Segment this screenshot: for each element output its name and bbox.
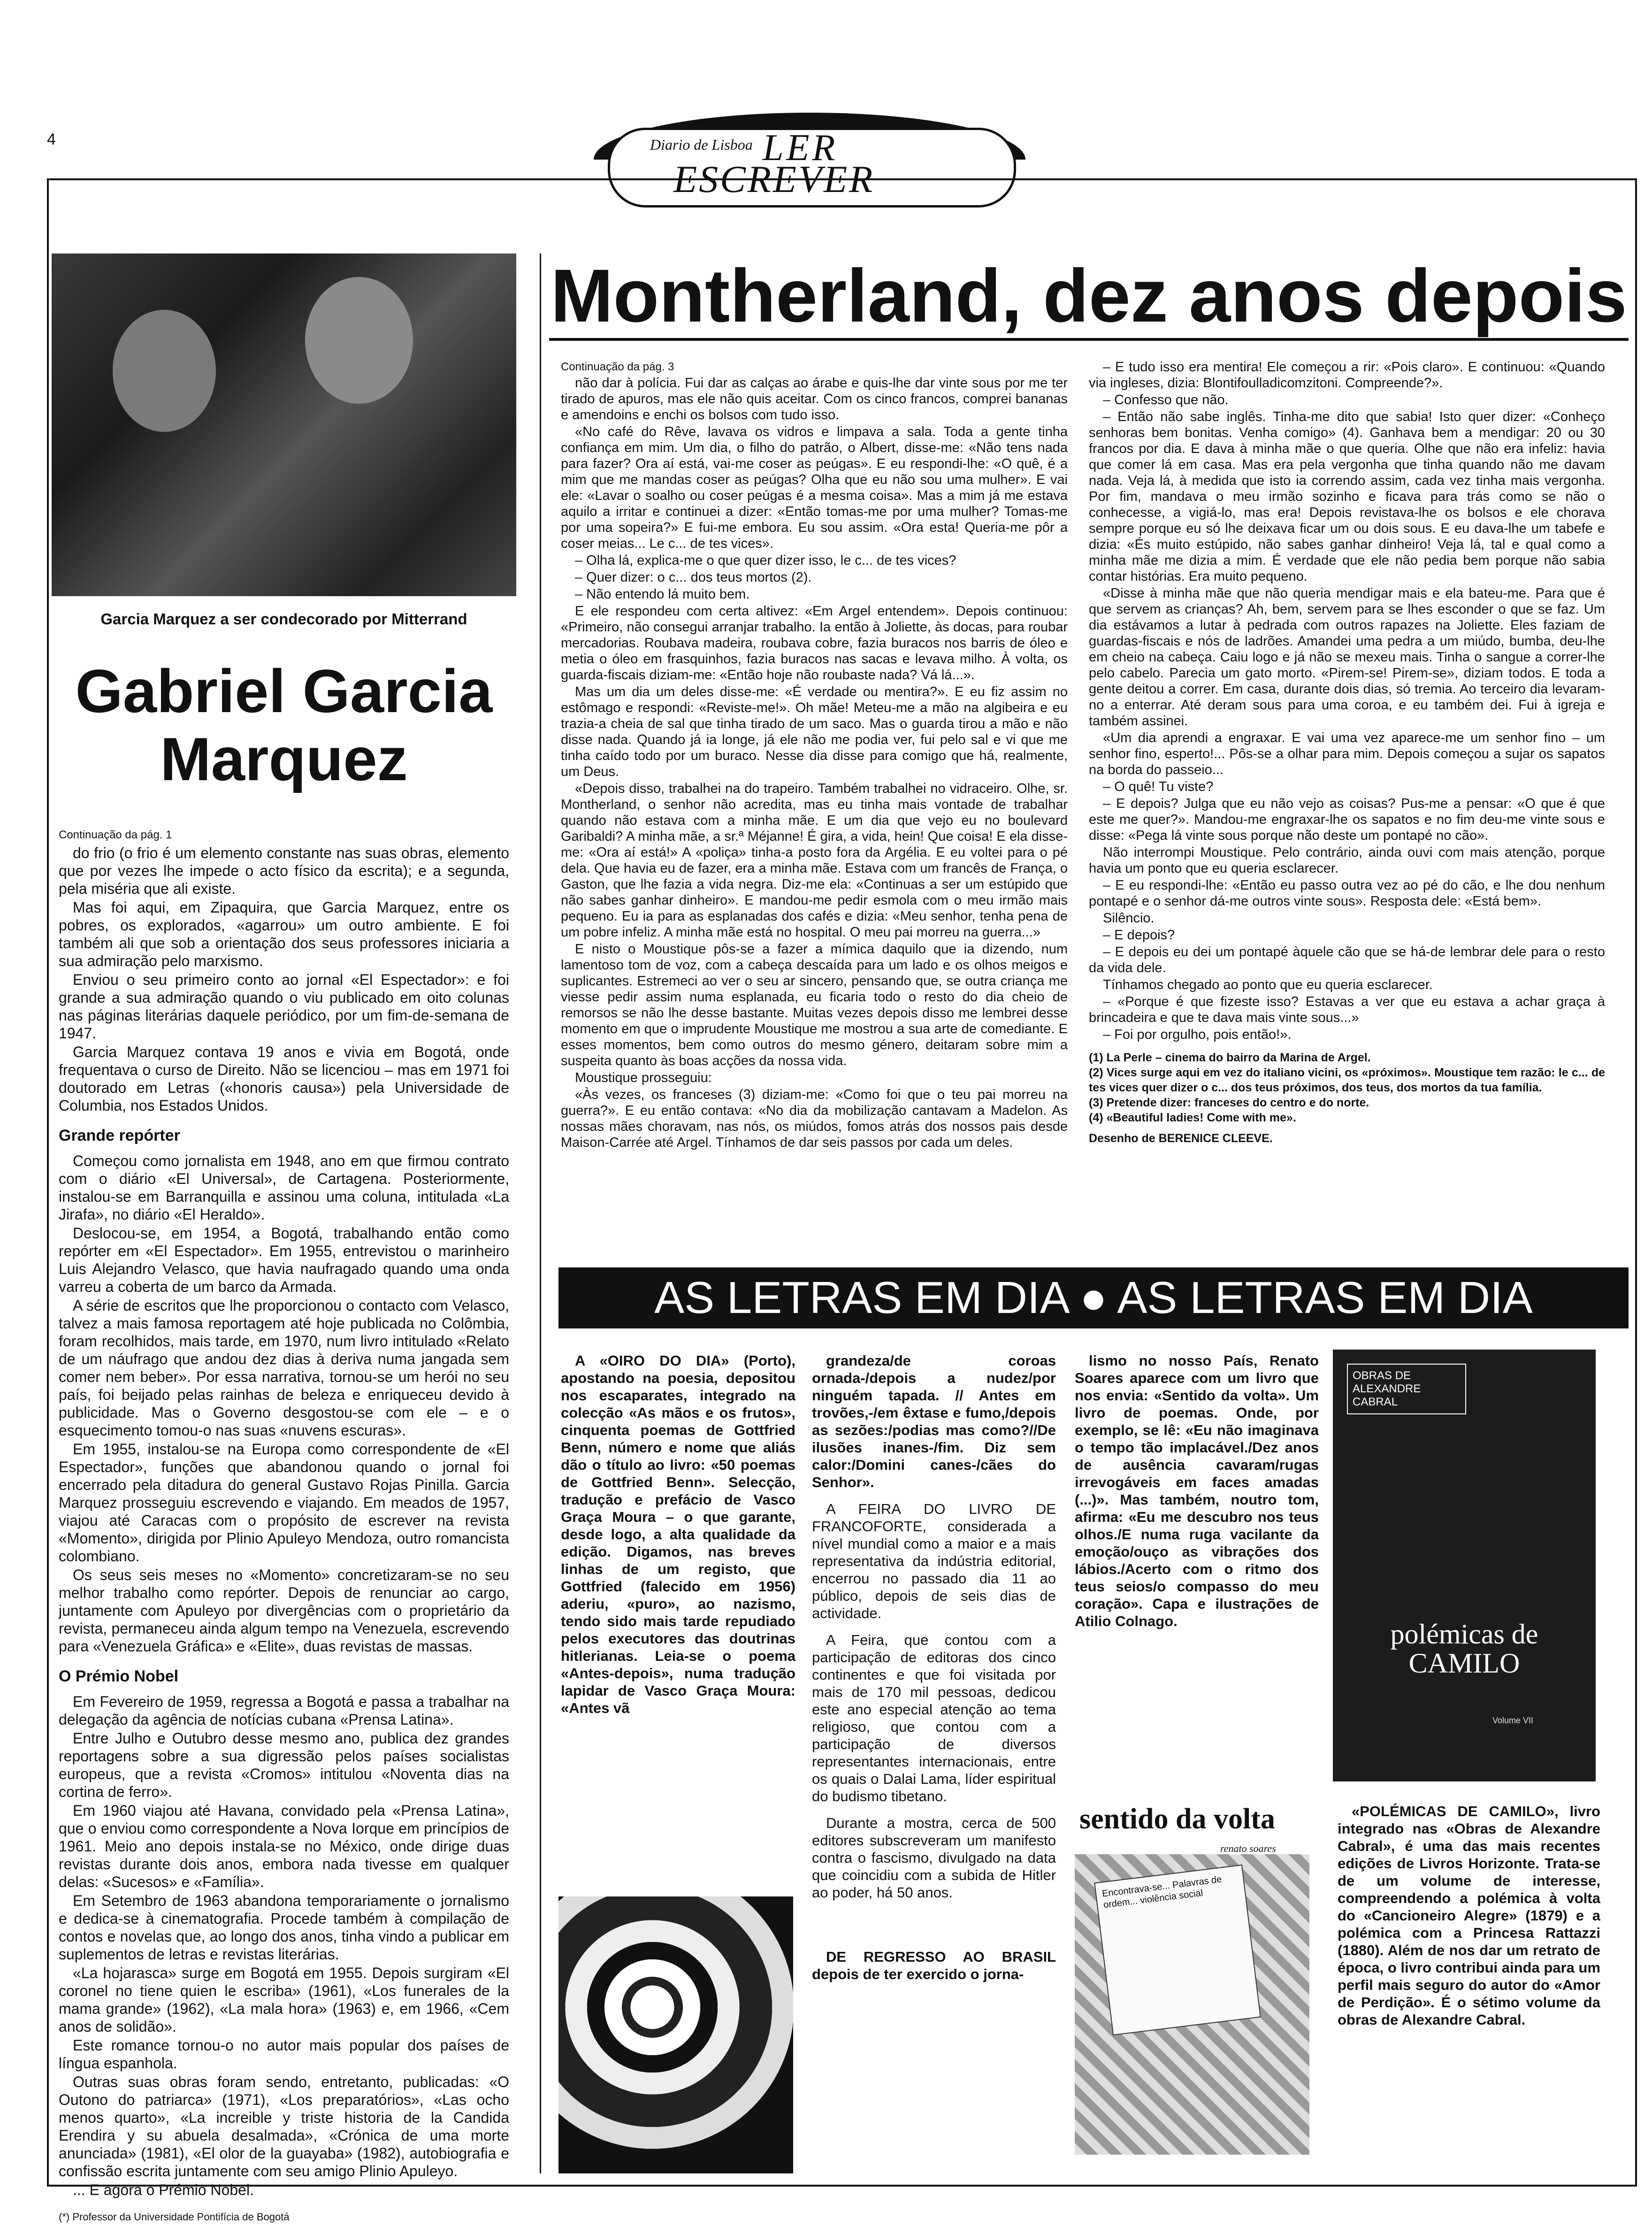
paragraph: Enviou o seu primeiro conto ao jornal «El Espectador»: e foi grande a sua admiração quando o viu publicado em oito colunas nas páginas literárias daquele periódico, por um fim-de-semana de 1947. xyxy=(59,971,509,1042)
paragraph: – Não entendo lá muito bem. xyxy=(575,587,750,602)
photo-caption: Garcia Marquez a ser condecorado por Mitterrand xyxy=(100,610,467,628)
woodcut-illustration xyxy=(558,1896,793,2173)
paragraph: Mas um dia um deles disse-me: «É verdade ou mentira?». E eu fiz assim no estômago e respondi: «Reviste-me!». Oh mãe! Meteu-me a mão na algibeira e eu trazia-a cheia de sal que tinha tirado de um saco. Mas o guarda tirou a mão e não disse nada. Quando já ia longe, já ele não me podia ver, fui pelo sal e vi que me tinha caído todo por um buraco. Nesse dia disse para comigo que há, realmente, um Deus. xyxy=(561,684,1068,779)
paragraph: «Um dia aprendi a engraxar. E vai uma vez aparece-me um senhor fino – um senhor fino, esperto!... Pôs-se a olhar para mim. Depois começou a sujar os sapatos na borda do passeio... xyxy=(1089,730,1605,777)
drawing-credit: Desenho de BERENICE CLEEVE. xyxy=(1089,1132,1273,1145)
paragraph: – «Porque é que fizeste isso? Estavas a ver que eu estava a achar graça à brincadeira e que te dava mais vinte sous...» xyxy=(1089,994,1605,1025)
sentido-da-volta-title: sentido da volta xyxy=(1079,1803,1275,1835)
paragraph: «No café do Rêve, lavava os vidros e limpava a sala. Toda a gente tinha confiança em mim. Um dia, o filho do patrão, o Albert, disse-me: «Não tens nada para fazer? Ora aí está, vai-me coser as peúgas». E eu respondi-lhe: «O quê, é a mim que me mandas coser as peúgas? Olha que eu não sou uma mulher». E vai ele: «Lavar o soalho ou coser peúgas é a mesma coisa». Mas a mim já me estava aquilo a irritar e continuei a dizer: «Então tomas-me por uma mulher? Tomas-me por uma sopeira?» E fui-me embora. Eu sou assim. «Ora esta! Queria-me pôr a coser meias... Le c... de tes vices». xyxy=(561,424,1068,551)
continuation-note: Continuação da pág. 1 xyxy=(59,829,172,841)
paragraph: Em 1960 viajou até Havana, convidado pela «Prensa Latina», que o enviou como correspondente a Nova Iorque em princípios de 1961. Meio ano depois instala-se no México, onde dirige duas revistas durante dois anos, embora nada tivesse em qualquer delas: «Sucesos» e «Família». xyxy=(59,1802,509,1890)
paragraph: Durante a mostra, cerca de 500 editores subscreveram um manifesto contra o fascismo, divulgado na data que coincidiu com a subida de Hitler ao poder, há 50 anos. xyxy=(812,1815,1056,1901)
footnote: (3) Pretende dizer: franceses do centro e do norte. xyxy=(1089,1096,1369,1109)
paragraph: «Às vezes, os franceses (3) diziam-me: «Como foi que o teu pai morreu na guerra?». E eu então contava: «No dia da mobilização cantavam a Madelon. As nossas mães choravam, nas nós, os miúdos, fomos atrás dos nossos pais desde Maison-Carrée até Argel. Tínhamos de dar seis passos por cada um deles. xyxy=(561,1087,1068,1150)
article-title-garcia-marquez: Gabriel Garcia Marquez xyxy=(75,657,493,793)
paragraph: – Foi por orgulho, pois então!». xyxy=(1103,1027,1292,1042)
paragraph: A série de escritos que lhe proporcionou o contacto com Velasco, talvez a mais famosa reportagem até hoje publicada no Colômbia, foram recolhidos, mais tarde, em 1970, num livro intitulado «Relato de um náufrago que andou dez dias à deriva numa jangada sem comer nem beber». Por essa narrativa, tornou-se um herói no seu país, foi beijado pelas rainhas de beleza e enriqueceu devido à publicidade. Mas o Governo desgostou-se com ele – e o esquecimento tomou-o nas suas «nuvens escuras». xyxy=(59,1297,509,1439)
letras-column-1 xyxy=(561,1352,795,1726)
paragraph: não dar à polícia. Fui dar as calças ao árabe e quis-lhe dar vinte sous por me ter tirado de apuros, mas ele não quis aceitar. Com os cinco francos, comprei bananas e amendoins e enchi os bolsos com tudo isso. xyxy=(561,376,1068,422)
paragraph: Em Setembro de 1963 abandona temporariamente o jornalismo e dedica-se à cinematografia. Procede também à compilação de contos e novelas que, ao longo dos anos, tinha vindo a publicar em suplementos de letras e revistas literárias. xyxy=(59,1892,509,1963)
book-volume: Volume VII xyxy=(1492,1716,1534,1725)
sentido-da-volta-author: renato soares xyxy=(1220,1842,1276,1854)
letras-em-dia-banner: AS LETRAS EM DIA ● AS LETRAS EM DIA xyxy=(558,1267,1629,1328)
letras-column-2 xyxy=(812,1352,1056,1992)
paragraph: Começou como jornalista em 1948, ano em que firmou contrato com o diário «El Universal», de Cartagena. Posteriormente, instalou-se em Barranquilla e assinou uma coluna, intitulada «La Jirafa», no diário «El Heraldo». xyxy=(59,1152,509,1223)
middle-article-column xyxy=(561,359,1068,1151)
paragraph: Entre Julho e Outubro desse mesmo ano, publica dez grandes reportagens sobre a sua digressão pelos países socialistas europeus, que a revista «Cromos» intitulou «Noventa dias na cortina de ferro». xyxy=(59,1730,509,1800)
subheading-grande-reporter: Grande repórter xyxy=(59,1127,180,1144)
page-number: 4 xyxy=(47,130,56,148)
headline-montherland: Montherland, dez anos depois xyxy=(551,253,1627,338)
paragraph: Deslocou-se, em 1954, a Bogotá, trabalhando então como repórter em «El Espectador». Em 1955, entrevistou o marinheiro Luis Alejandro Velasco, que havia naufragado quando uma onda varreu a coberta de um barco da Armada. xyxy=(59,1225,509,1295)
paragraph: Este romance tornou-o no autor mais popular dos países de língua espanhola. xyxy=(59,2037,509,2072)
news-item-brasil: DE REGRESSO AO BRASIL depois de ter exercido o jorna- xyxy=(812,1949,1056,1982)
masthead-ler: LER xyxy=(763,127,838,169)
paragraph: Em Fevereiro de 1959, regressa a Bogotá e passa a trabalhar na delegação da agência de notícias cubana «Prensa Latina». xyxy=(59,1693,509,1728)
left-article-column xyxy=(59,826,509,2226)
paragraph: do frio (o frio é um elemento constante nas suas obras, elemento que por vezes lhe impede o acto físico da escrita); e a segunda, pela miséria que ali existe. xyxy=(59,844,509,897)
paragraph: – Quer dizer: o c... dos teus mortos (2). xyxy=(575,570,812,585)
news-item-francoforte: A FEIRA DO LIVRO DE FRANCOFORTE, considerada a nível mundial como a maior e a mais representativa da indústria editorial, encerrou no passado dia 11 ao público, depois de seis dias de actividade. xyxy=(812,1501,1056,1621)
paragraph: – Confesso que não. xyxy=(1103,392,1229,407)
paragraph: Mas foi aqui, em Zipaquira, que Garcia Marquez, entre os pobres, os explorados, «agarrou» um outro ambiente. E foi também ali que sob a orientação dos seus professores iniciaria a sua admiração pelo marxismo. xyxy=(59,899,509,969)
paragraph: – O quê! Tu viste? xyxy=(1103,779,1214,794)
paragraph: Moustique prosseguiu: xyxy=(575,1070,712,1085)
news-item-poem: grandeza/de coroas ornada-/depois a nudez/por ninguém tapada. // Antes em trovões,-/em êxtase e fumo,/depois as sezões:/podias mas como?//De ilusões inanes-/fim. Diz sem calor:/Domini canes-/cães do Senhor». xyxy=(812,1352,1056,1490)
book-series-label: OBRAS DE ALEXANDRE CABRAL xyxy=(1347,1364,1466,1414)
headline-rule xyxy=(549,338,1629,341)
letras-column-4 xyxy=(1338,1803,1600,2038)
news-item-sentido-da-volta: lismo no nosso País, Renato Soares aparece com um livro que nos envia: «Sentido da volta». Um livro de poemas. Onde, por exemplo, se lê: «Eu não imaginava o tempo tão implacável./Dez anos de ausência cavaram/rugas irrevogáveis em faces amadas (...)». Mas também, noutro tom, afirma: «Eu me descubro nos teus olhos./E numa ruga vacilante da emoção/ouço as vibrações dos lábios./Acerto com o ritmo dos teus seios/o compasso do meu coração». Capa e ilustrações de Atilio Colnago. xyxy=(1075,1352,1319,1629)
paragraph: – Olha lá, explica-me o que quer dizer isso, le c... de tes vices? xyxy=(575,553,956,568)
paragraph: Tínhamos chegado ao ponto que eu queria esclarecer. xyxy=(1103,977,1433,992)
paragraph: Garcia Marquez contava 19 anos e vivia em Bogotá, onde frequentava o curso de Direito. Não se licenciou – mas em 1971 foi doutorado em Letras («honoris causa») pela Universidade de Columbia, nos Estados Unidos. xyxy=(59,1044,509,1114)
right-article-column xyxy=(1089,359,1605,1146)
column-divider xyxy=(540,253,541,2173)
book-cover-polemicas xyxy=(1333,1350,1596,1781)
cover-note-paper: Encontrava-se... Palavras de ordem... violência social xyxy=(1094,1865,1261,2035)
paragraph: «Depois disso, trabalhei na do trapeiro. Também trabalhei no vidraceiro. Olhe, sr. Montherland, o senhor não acredita, mas eu tinha mais vontade de trabalhar quando não estava com a minha mãe. E um dia que vejo eu no boulevard Garibaldi? A minha mãe, a sr.ª Méjanne! É gira, a vida, hein! Que coisa! E ela disse-me: «Ora aí está!» A «poliça» tinha-a posto fora da Argélia. E eu voltei para o pé dela. Que havia eu de fazer, era a minha mãe. Estava com um francês de França, o Gaston, que lhe fazia a vida negra. Diz-me ela: «Continuas a ser um estúpido que não sabes ganhar dinheiro». E mandou-me pedir esmola com o meu irmão mais pequeno. Eu ia para as esplanadas dos cafés e dizia: «Meu senhor, tenha pena de um pobre infeliz. A minha mãe está no hospital. O meu pai morreu na guerra...» xyxy=(561,781,1068,940)
paragraph: E nisto o Moustique pôs-se a fazer a mímica daquilo que ia dizendo, num lamentoso tom de voz, com a cabeça descaída para um lado e os olhos meigos e suplicantes. Estremeci ao ver o seu ar sincero, pensando que, se outra criança me viesse pedir assim numa esplanada, eu ficaria todo o resto do dia cheio de remorsos se não lhe desse bastante. Muitas vezes depois disso me lembrei desse momento em que o imprudente Moustique me mostrou a sua arte de comediante. E esses momentos, bem como outros do mesmo género, deitaram sobre mim a suspeita quanto às boas acções da nossa vida. xyxy=(561,942,1068,1068)
paragraph: – Então não sabe inglês. Tinha-me dito que sabia! Isto quer dizer: «Conheço senhoras bem bonitas. Venha comigo» (4). Ganhava bem a mendigar: 20 ou 30 francos por dia. E dava à minha mãe o que queria. Olhe que não era infeliz: havia que comer lá em casa. Mas era pela vergonha que tinha quando não me davam nada. Veja lá, à medida que isto ia correndo assim, cada vez tinha mais vergonha. Por fim, mandava o meu irmão sozinho e ficava para trás como se não o conhecesse, a vigiá-lo, mas era! Depois revistava-lhe os bolsos e ele chorava sempre porque eu só lhe deixava ficar um ou dois sous. E eu dava-lhe um tabefe e dizia: «És muito estúpido, não sabes ganhar dinheiro! Veja lá, tal e qual como a minha mãe me dizia a mim. É verdade que ele não pedia bem porque não sabia contar histórias. Era muito pequeno. xyxy=(1089,409,1605,584)
paragraph: Em 1955, instalou-se na Europa como correspondente de «El Espectador», funções que abandonou quando o jornal foi encerrado pela ditadura do general Gustavo Rojas Pinilla. Garcia Marquez prosseguiu escrevendo e viajando. Em meados de 1957, viajou até Caracas com o propósito de escrever na revista «Momento», dirigida por Plinio Apuleyo Mendoza, outro romancista colombiano. xyxy=(59,1441,509,1565)
paragraph: A Feira, que contou com a participação de editoras dos cinco continentes e que foi visitada por mais de 170 mil pessoas, dedicou este ano especial atenção ao tema religioso, que contou com a participação de diversos representantes internacionais, entre os quais o Dalai Lama, líder espiritual do budismo tibetano. xyxy=(812,1632,1056,1804)
masthead-escrever: ESCREVER xyxy=(673,158,875,200)
paragraph: E ele respondeu com certa altivez: «Em Argel entendem». Depois continuou: «Primeiro, não consegui arranjar trabalho. Ia então à Joliette, às docas, para roubar mercadorias. Roubava madeira, roubava cobre, fazia buracos nos barris de óleo e metia o óleo em frasquinhos, fazia buracos nas sacas e levava milho. À volta, os guarda-fiscais diziam-me: «Então hoje não roubaste nada? Vá lá...». xyxy=(561,604,1068,683)
photo-figure-right xyxy=(305,277,413,404)
masthead-paper-name: Diario de Lisboa xyxy=(650,136,753,153)
paragraph: ... E agora o Prémio Nobel. xyxy=(73,2181,254,2198)
paragraph: – E depois eu dei um pontapé àquele cão que se há-de lembrar dele para o resto da vida dele. xyxy=(1089,944,1605,975)
footnote: (2) Vices surge aqui em vez do italiano vicini, os «próximos». Moustique tem razão: le c... de tes vices quer dizer o c... dos teus próximos, dos teus, dos mortos da tua família. xyxy=(1089,1066,1605,1094)
subheading-premio-nobel: O Prémio Nobel xyxy=(59,1667,179,1685)
photo-figure-left xyxy=(113,310,216,432)
letras-column-3 xyxy=(1075,1352,1319,1639)
paragraph: «Disse à minha mãe que não queria mendigar mais e ela bateu-me. Para que é que servem as crianças? Ah, bem, servem para se lhes esconder o que se faz. Um dia estávamos a lutar à pedrada com outros rapazes na Joliette. Eles faziam de guardas-fiscais e nós de ladrões. Amandei uma pedra a um miúdo, bumba, deu-lhe em cheio na cabeça. Caiu logo e já não se mexeu mais. Tinha o sangue a correr-lhe pelo cabelo. Parecia um gato morto. «Pirem-se! Pirem-se», diziam todos. E toda a gente deitou a correr. Em casa, durante dois dias, só tremia. Ao terceiro dia levaram-no a enterrar. Até deram sous para uma coroa, e eu também dei. Fui à igreja e também assinei. xyxy=(1089,586,1605,729)
book-title: polémicas de CAMILO xyxy=(1390,1619,1538,1679)
paragraph: – E depois? Julga que eu não vejo as coisas? Pus-me a pensar: «O que é que este me quer?». Mandou-me engraxar-lhe os sapatos e no fim deu-me vinte sous e disse: «Pega lá vinte sous porque não deste um pontapé no cão». xyxy=(1089,796,1605,843)
paragraph: Silêncio. xyxy=(1103,911,1155,926)
paragraph: Os seus seis meses no «Momento» concretizaram-se no seu melhor trabalho como repórter. Depois de renunciar ao cargo, juntamente com Apuleyo por divergências com o proprietário da revista, permaneceu ainda algum tempo na Venezuela, escrevendo para «Venezuela Gráfica» e «Elite», duas revistas de massas. xyxy=(59,1566,509,1655)
paragraph: «La hojarasca» surge em Bogotá em 1955. Depois surgiram «El coronel no tiene quien le escriba» (1961), «Los funerales de la mama grande» (1962), «La mala hora» (1963) e, em 1966, «Cem anos de solidão». xyxy=(59,1965,509,2035)
paragraph: – E eu respondi-lhe: «Então eu passo outra vez ao pé do cão, e lhe dou nenhum pontapé e o senhor dá-me outros vinte sous». Resposta dele: «Está bem». xyxy=(1089,878,1605,909)
footnote: (4) «Beautiful ladies! Come with me». xyxy=(1089,1111,1296,1124)
paragraph: – E depois? xyxy=(1103,928,1175,943)
footnote: (1) La Perle – cinema do bairro da Marina de Argel. xyxy=(1089,1051,1371,1064)
news-item-polemicas-de-camilo: «POLÉMICAS DE CAMILO», livro integrado nas «Obras de Alexandre Cabral», é uma das mais recentes edições de Livros Horizonte. Trata-se de um volume de interesse, compreendendo a polémica à volta do «Cancioneiro Alegre» (1879) e a polémica com a Princesa Rattazzi (1880). Além de nos dar um retrato de época, o livro contribui ainda para um perfil mais seguro do autor do «Amor de Perdição». É o sétimo volume da obras de Alexandre Cabral. xyxy=(1338,1803,1600,2028)
paragraph: Não interrompi Moustique. Pelo contrário, ainda ouvi com mais atenção, porque havia um ponto que eu queria esclarecer. xyxy=(1089,845,1605,876)
footnote: (*) Professor da Universidade Pontifícia de Bogotá xyxy=(59,2211,290,2223)
mitterrand-photo xyxy=(52,253,516,596)
paragraph: – E tudo isso era mentira! Ele começou a rir: «Pois claro». E continuou: «Quando via ingleses, dizia: Blontifoulladicomzitoni. Compreende?». xyxy=(1089,360,1605,391)
paragraph: Outras suas obras foram sendo, entretanto, publicadas: «O Outono do patriarca» (1971), «Los preparatórios», «Las ocho menos quarto», «La increible y triste historia de la Candida Erendira y su abuela desalmada», «Crónica de uma morte anunciada» (1981), «El olor de la guayaba» (1982), autobiografia e confissão escrita juntamente com seu amigo Plinio Apuleyo. xyxy=(59,2073,509,2180)
news-item-oiro-do-dia: A «OIRO DO DIA» (Porto), apostando na poesia, depositou nos escaparates, integrado na colecção «As mãos e os frutos», cinquenta poemas de Gottfried Benn, número e nome que aliás dão o título ao livro: «50 poemas de Gottfried Benn». Selecção, tradução e prefácio de Vasco Graça Moura – o que garante, desde logo, a alta qualidade da edição. Digamos, nas breves linhas de um registo, que Gottfried (falecido em 1956) aderiu, «puro», ao nazismo, tendo sido mais tarde repudiado pelos executores das doutrinas hitlerianas. Leia-se o poema «Antes-depois», numa tradução lapidar de Vasco Graça Moura: «Antes vã xyxy=(561,1352,795,1716)
continuation-note: Continuação da pág. 3 xyxy=(561,361,674,373)
